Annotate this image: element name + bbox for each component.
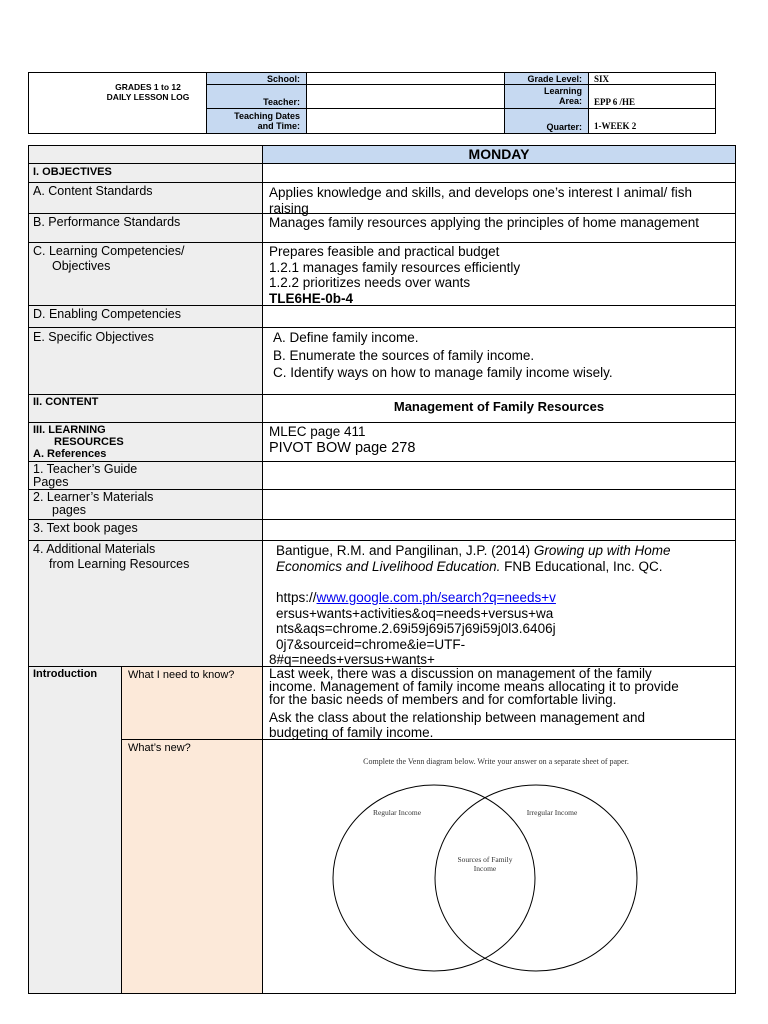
content-standards-line2: raising xyxy=(269,200,309,216)
textbook-label: 3. Text book pages xyxy=(33,521,138,535)
learners-materials-line1: 2. Learner’s Materials xyxy=(33,490,154,504)
venn-instruction: Complete the Venn diagram below. Write your answer on a separate sheet of paper. xyxy=(363,757,629,766)
what-i-need-line5: budgeting of family income. xyxy=(269,725,434,740)
whats-new-label: What’s new? xyxy=(128,742,191,754)
enabling-cell xyxy=(262,305,736,328)
content-heading-cell xyxy=(28,394,263,423)
teacher-label: Teacher: xyxy=(263,97,300,107)
what-i-need-cell xyxy=(262,666,736,740)
dates-label-line1: Teaching Dates xyxy=(234,111,300,121)
specific-item: B. Enumerate the sources of family income. xyxy=(273,347,535,363)
citation-line1 xyxy=(263,541,735,559)
link-line5: 8#q=needs+versus+wants+ xyxy=(269,652,435,667)
performance-standards-label-cell xyxy=(28,213,263,243)
enabling-label-cell xyxy=(28,305,263,328)
day-header-cell xyxy=(262,145,736,164)
area-label-line2: Area: xyxy=(558,96,582,106)
additional-label-line1: 4. Additional Materials xyxy=(33,542,156,556)
venn-right-label: Irregular Income xyxy=(526,808,578,817)
link-line2: ersus+wants+activities&oq=needs+versus+wa xyxy=(276,605,554,621)
quarter-label-cell xyxy=(504,108,589,134)
citation-title-cont: Economics and Livelihood Education. xyxy=(276,558,501,574)
objectives-value-cell xyxy=(262,163,736,183)
area-label-line1: Learning xyxy=(543,86,582,96)
competencies-line1: Prepares feasible and practical budget xyxy=(269,244,500,259)
area-label-cell xyxy=(504,84,589,109)
teacher-label-cell xyxy=(206,84,307,109)
dates-label-line2: and Time: xyxy=(257,121,300,131)
content-standards-label: A. Content Standards xyxy=(33,184,153,198)
link-line4: 0j7&sourceid=chrome&ie=UTF- xyxy=(276,636,466,652)
venn-left-circle xyxy=(333,785,535,971)
google-search-link[interactable]: www.google.com.ph/search?q=needs+v xyxy=(316,590,556,605)
content-heading: II. CONTENT xyxy=(33,396,99,408)
teachers-guide-line2: Pages xyxy=(33,475,69,489)
specific-label-cell xyxy=(28,327,263,395)
teachers-guide-line1: 1. Teacher’s Guide xyxy=(33,462,138,476)
citation-publisher: FNB Educational, Inc. QC. xyxy=(500,558,663,574)
competencies-line2: 1.2.1 manages family resources efficiently xyxy=(269,259,521,275)
grade-value: SIX xyxy=(594,74,610,84)
textbook-label-cell xyxy=(28,519,263,541)
learners-materials-line2: pages xyxy=(52,503,87,517)
introduction-label: Introduction xyxy=(33,668,98,680)
header-title-line2: DAILY LESSON LOG xyxy=(106,92,190,102)
link-line1 xyxy=(263,574,735,606)
references-line2: PIVOT BOW page 278 xyxy=(269,439,416,456)
references-cell xyxy=(262,422,736,462)
references-label: A. References xyxy=(33,448,107,460)
introduction-label-cell xyxy=(28,666,122,994)
additional-materials-cell xyxy=(262,540,736,667)
specific-cell xyxy=(262,327,736,395)
what-i-need-line4: Ask the class about the relationship between management and xyxy=(269,710,645,725)
link-line3: nts&aqs=chrome.2.69i59j69i57j69i59j0l3.6406j xyxy=(276,621,556,636)
venn-center-label-line2: Income xyxy=(473,864,497,873)
additional-label-cell xyxy=(28,540,263,667)
teacher-value-cell xyxy=(306,84,505,109)
performance-standards-label: B. Performance Standards xyxy=(33,215,181,229)
additional-label-line2: from Learning Resources xyxy=(49,557,190,571)
objectives-heading: I. OBJECTIVES xyxy=(33,166,112,178)
grade-label: Grade Level: xyxy=(527,74,582,84)
specific-item: C. Identify ways on how to manage family income wisely. xyxy=(273,365,613,380)
citation-authors: Bantigue, R.M. and Pangilinan, J.P. (2014) xyxy=(276,543,534,558)
quarter-label: Quarter: xyxy=(546,122,582,132)
day-corner-cell xyxy=(28,145,263,164)
competencies-label-line1: C. Learning Competencies/ xyxy=(33,244,185,258)
content-standards-line1: Applies knowledge and skills, and develops one’s interest I animal/ fish xyxy=(269,185,692,200)
area-value: EPP 6 /HE xyxy=(594,97,636,107)
textbook-cell xyxy=(262,519,736,541)
venn-diagram xyxy=(263,740,735,993)
citation-line2 xyxy=(263,559,735,575)
link-prefix: https:// xyxy=(276,590,317,605)
area-value-cell xyxy=(588,84,716,109)
dates-value-cell xyxy=(306,108,505,134)
learners-materials-cell xyxy=(262,489,736,520)
performance-standards-text: Manages family resources applying the principles of home management xyxy=(269,215,699,230)
venn-center-label-line1: Sources of Family xyxy=(457,855,513,864)
what-i-need-label: What I need to know? xyxy=(128,669,235,681)
venn-left-label: Regular Income xyxy=(372,808,422,817)
content-standards-label-cell xyxy=(28,182,263,214)
content-value: Management of Family Resources xyxy=(393,399,605,414)
specific-item: A. Define family income. xyxy=(273,330,419,345)
what-i-need-line2: income. Management of family income means allocating it to provide xyxy=(269,679,679,694)
content-standards-cell xyxy=(262,182,736,214)
enabling-label: D. Enabling Competencies xyxy=(33,307,181,321)
references-line1: MLEC page 411 xyxy=(269,424,366,439)
competencies-label-cell xyxy=(28,242,263,306)
competencies-code: TLE6HE-0b-4 xyxy=(269,290,354,306)
content-value-cell xyxy=(262,394,736,423)
teachers-guide-label-cell xyxy=(28,461,263,490)
header-title-line1: GRADES 1 to 12 xyxy=(115,82,181,92)
dates-label-cell xyxy=(206,108,307,134)
resources-heading-line2: RESOURCES xyxy=(54,436,124,448)
what-i-need-line3: for the basic needs of members and for comfortable living. xyxy=(269,692,617,707)
quarter-value-cell xyxy=(588,108,716,134)
whats-new-cell xyxy=(262,739,736,994)
what-i-need-label-cell xyxy=(121,666,263,740)
day-header: MONDAY xyxy=(468,146,530,162)
performance-standards-cell xyxy=(262,213,736,243)
quarter-value: 1-WEEK 2 xyxy=(594,121,637,131)
learners-materials-label-cell xyxy=(28,489,263,520)
school-label: School: xyxy=(267,74,300,84)
competencies-label-line2: Objectives xyxy=(52,259,111,273)
competencies-line3: 1.2.2 prioritizes needs over wants xyxy=(269,275,471,290)
citation-title: Growing up with Home xyxy=(533,543,671,558)
what-i-need-line1: Last week, there was a discussion on management of the family xyxy=(269,666,652,681)
competencies-cell xyxy=(262,242,736,306)
resources-heading-line1: III. LEARNING xyxy=(33,424,106,436)
resources-heading-cell xyxy=(28,422,263,462)
whats-new-label-cell xyxy=(121,739,263,994)
teachers-guide-cell xyxy=(262,461,736,490)
objectives-heading-cell xyxy=(28,163,263,183)
specific-label: E. Specific Objectives xyxy=(33,330,154,344)
